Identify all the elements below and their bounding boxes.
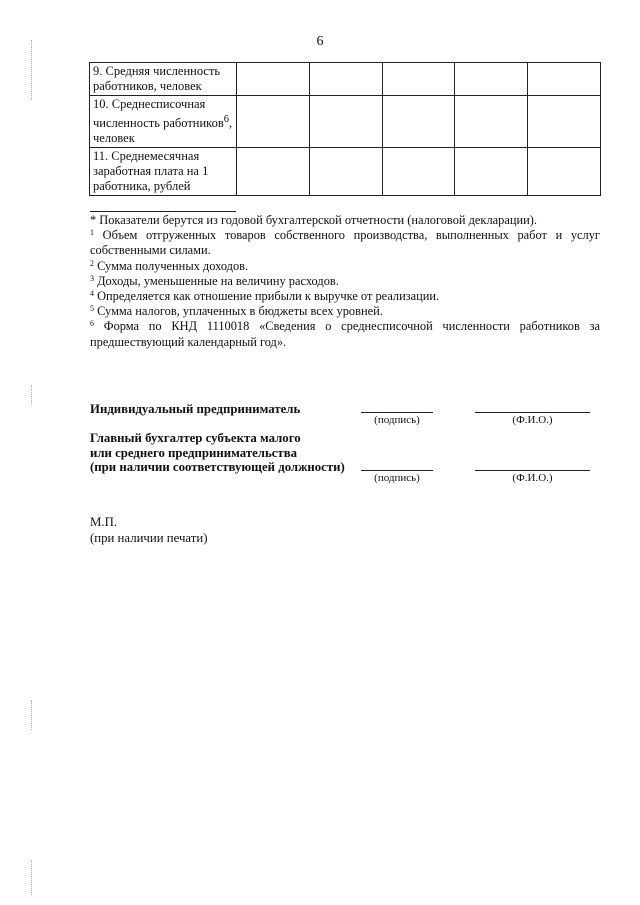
entrepreneur-title: Индивидуальный предприниматель — [90, 402, 301, 416]
value-cell — [528, 96, 601, 148]
row-label: 11. Среднемесячная заработная плата на 1 работника, рублей — [90, 148, 237, 196]
accountant-title-line: (при наличии соответствующей должности) — [90, 460, 345, 474]
entrepreneur-name-line — [475, 412, 590, 413]
value-cell — [309, 148, 382, 196]
stamp-block — [90, 514, 207, 546]
value-cell — [455, 96, 528, 148]
value-cell — [382, 96, 455, 148]
value-cell — [237, 148, 310, 196]
entrepreneur-signature-line — [361, 412, 433, 413]
row-label: 9. Средняя численность работников, человек — [90, 63, 237, 96]
value-cell — [309, 96, 382, 148]
footnote-asterisk: * Показатели берутся из годовой бухгалтерской отчетности (налоговой декларации). — [90, 213, 537, 227]
accountant-title — [90, 431, 345, 475]
stamp-note: (при наличии печати) — [90, 531, 208, 545]
accountant-name-caption: (Ф.И.О.) — [512, 472, 553, 484]
accountant-title-line: Главный бухгалтер субъекта малого — [90, 431, 301, 445]
footnote-separator — [90, 211, 236, 212]
footnote-3: $^3$ Доходы, уменьшенные на величину расходов. — [90, 273, 339, 288]
page-number: 6 — [316, 34, 324, 49]
footnote-6: $^6$ Форма по КНД 1110018 «Сведения о среднесписочной численности работников за предшествующий календарный год». — [90, 319, 600, 349]
accountant-signature-line — [361, 470, 433, 471]
entrepreneur-signature-caption: (подпись) — [374, 414, 420, 426]
table-row — [90, 63, 601, 96]
footnote-2: $^2$ Сумма полученных доходов. — [90, 258, 249, 273]
footnote-5: $^5$ Сумма налогов, уплаченных в бюджеты всех уровней. — [90, 304, 383, 319]
value-cell — [237, 63, 310, 96]
row-label: 10. Среднесписочная численность работников$^6$, человек — [90, 96, 237, 148]
value-cell — [309, 63, 382, 96]
table-row — [90, 148, 601, 196]
value-cell — [455, 148, 528, 196]
value-cell — [528, 148, 601, 196]
footnotes — [90, 213, 600, 350]
accountant-name-line — [475, 470, 590, 471]
accountant-title-line: или среднего предпринимательства — [90, 445, 298, 460]
footnote-1: $^1$ Объем отгруженных товаров собственного производства, выполненных работ и услуг собственными силами. — [90, 228, 600, 258]
footnote-4: $^4$ Определяется как отношение прибыли к выручке от реализации. — [90, 289, 440, 304]
value-cell — [455, 63, 528, 96]
value-cell — [382, 63, 455, 96]
indicators-table — [89, 62, 601, 196]
table-row — [90, 96, 601, 148]
value-cell — [237, 96, 310, 148]
value-cell — [382, 148, 455, 196]
entrepreneur-name-caption: (Ф.И.О.) — [512, 414, 553, 426]
accountant-signature-caption: (подпись) — [374, 472, 420, 484]
stamp-label: М.П. — [90, 515, 118, 529]
value-cell — [528, 63, 601, 96]
